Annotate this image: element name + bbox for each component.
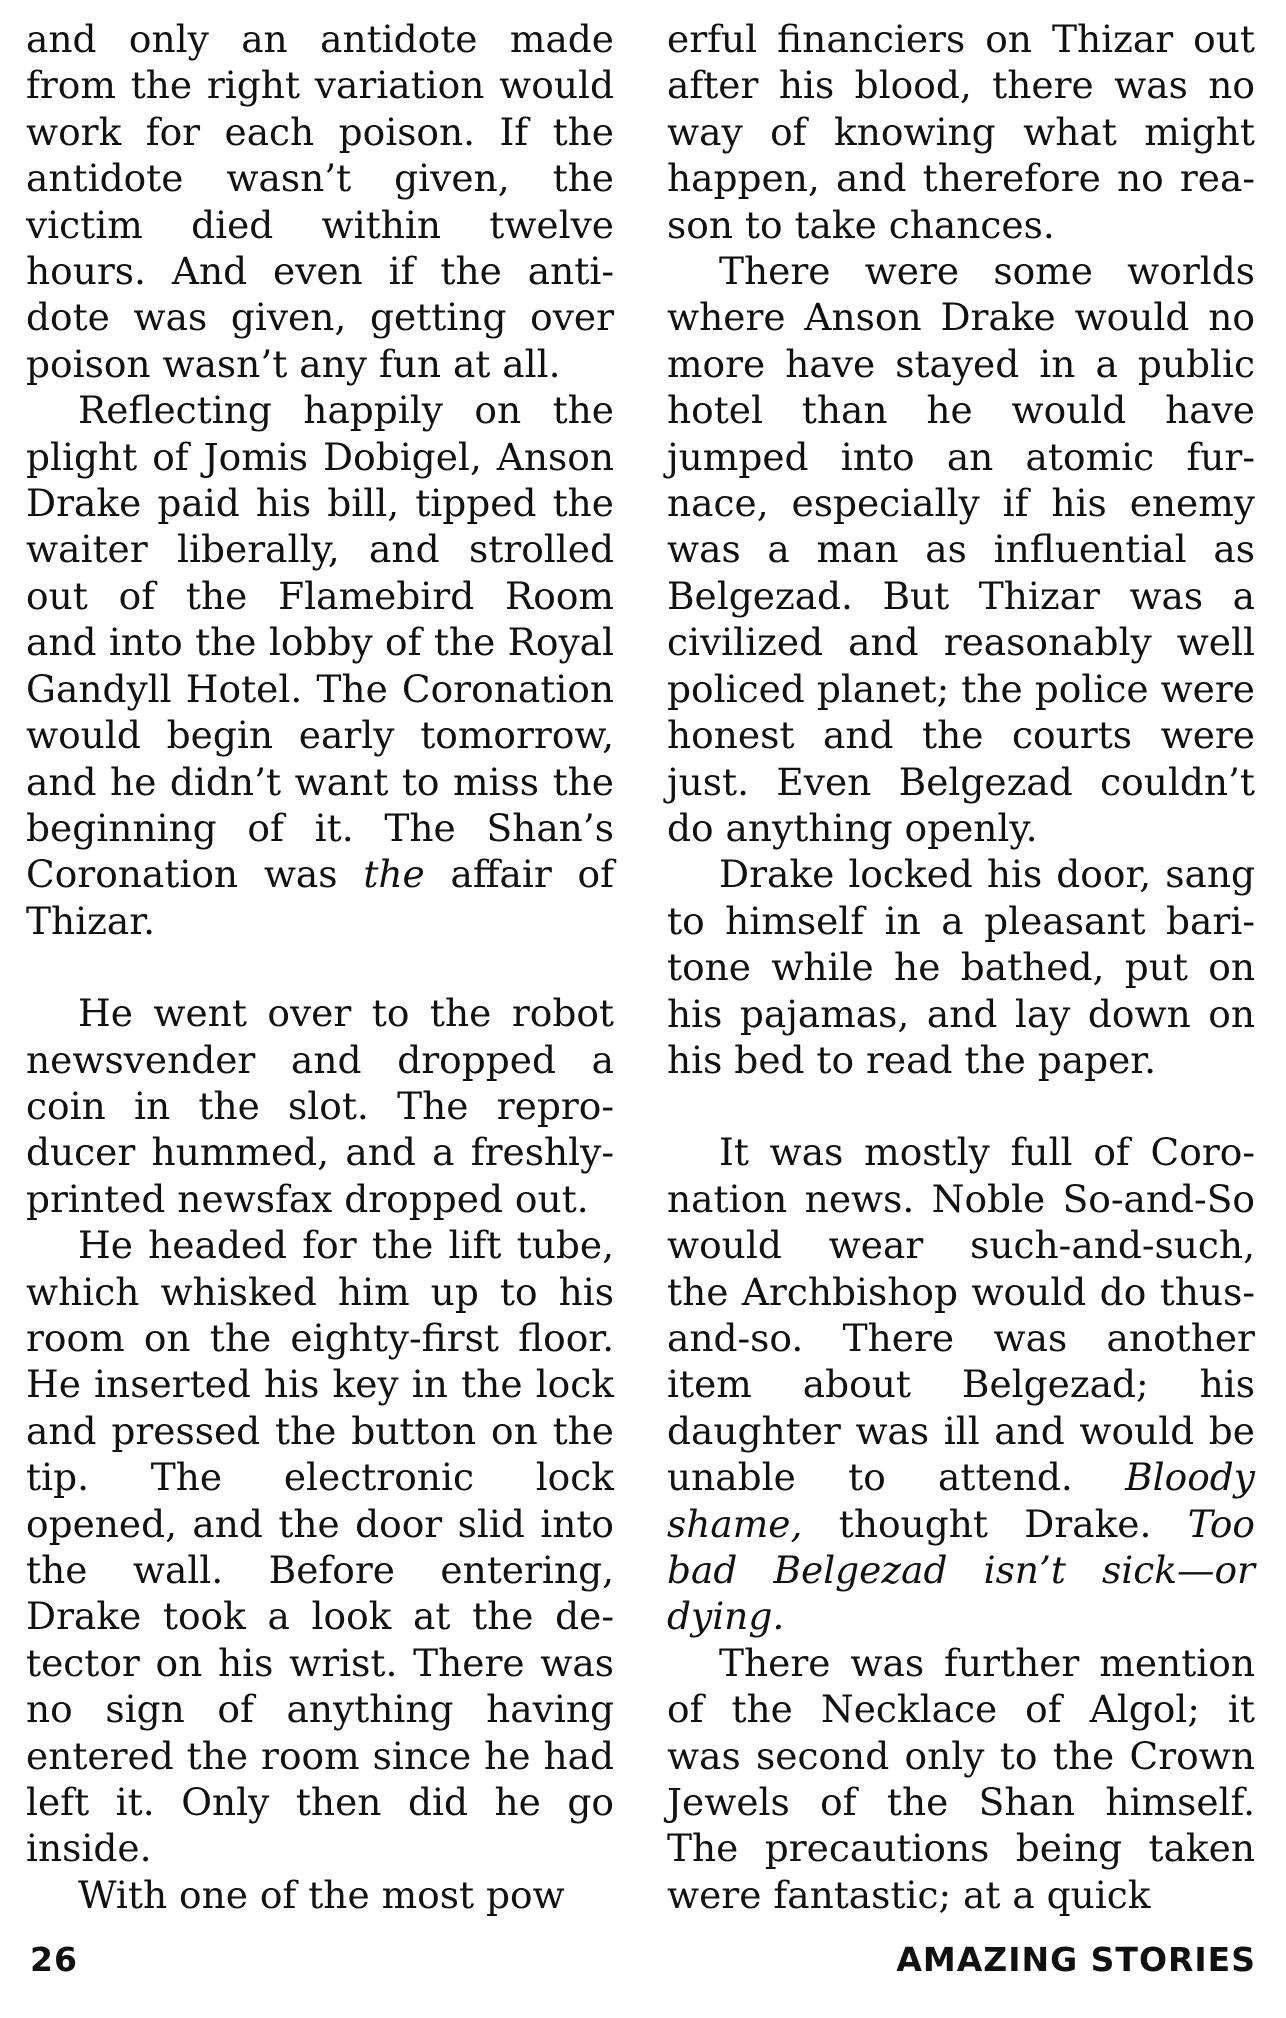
paragraph-worlds: There were some worlds where Anson Drake would no more have stayed in a public hotel than he would have jumped into an atomic furnace, especially if his enemy was a man as influential as Belgezad. But Thizar was a civilized and reasonably well policed planet; the police were honest and the courts were just. Even Belgezad couldn’t do anything openly.	[667, 249, 1255, 850]
paragraph-coronation-news-text: It was mostly full of Coronation news. Noble So-and-So would wear such-and-such, the Archbishop would do thus-and-so. There was another item about Belgezad; his daughter was ill and would be unable to attend.	[667, 1130, 1255, 1500]
paragraph-locked-door: Drake locked his door, sang to himself in a pleasant baritone while he bathed, put on his pajamas, and lay down on his bed to read the paper.	[667, 852, 1255, 1082]
paragraph-lift-tube: He headed for the lift tube, which whisked him up to his room on the eighty-first floor. He inserted his key in the lock and pressed the button on the tip. The electronic lock opened, and the door slid into the wall. Before entering, Drake took a look at the detector on his wrist. There was no sign of anything having entered the room since he had left it. Only then did he go inside.	[26, 1223, 614, 1871]
page-number: 26	[30, 1940, 78, 1979]
section-break	[667, 1083, 1255, 1129]
italic-the: the	[363, 852, 425, 897]
paragraph-thought-drake: thought Drake.	[802, 1501, 1188, 1546]
paragraph-reflecting	[26, 387, 614, 944]
section-break	[26, 944, 614, 990]
paragraph-financiers-start: With one of the most pow	[78, 1872, 565, 1917]
italic-too-bad: Too bad Belgezad isn’t sick—or dying.	[667, 1501, 1255, 1639]
paragraph-reflecting-tail: affair of Thizar.	[26, 852, 614, 943]
paragraph-coronation-news	[667, 1129, 1255, 1639]
paragraph-financiers-cont: erful financiers on Thizar out after his blood, there was no way of knowing what might happen, and therefore no reason to take chances.	[667, 17, 1255, 247]
left-text-column	[26, 16, 614, 1918]
running-title: AMAZING STORIES	[896, 1940, 1256, 1979]
paragraph-newsvender: He went over to the robot newsvender and dropped a coin in the slot. The reproducer hummed, and a freshly-printed newsfax dropped out.	[26, 991, 614, 1221]
italic-bloody-shame: Bloody shame,	[667, 1455, 1255, 1546]
paragraph-reflecting-text: Reflecting happily on the plight of Jomis Dobigel, Anson Drake paid his bill, tipped the waiter liberally, and strolled out of the Flamebird Room and into the lobby of the Royal Gandyll Hotel. The Coronation would begin early tomorrow, and he didn’t want to miss the beginning of it. The Shan’s Coronation was	[26, 388, 614, 897]
right-text-column	[667, 16, 1255, 1918]
paragraph-necklace: There was further mention of the Necklace of Algol; it was second only to the Crown Jewels of the Shan himself. The precautions being taken were fantastic; at a quick	[667, 1640, 1255, 1917]
paragraph-antidote: and only an antidote made from the right variation would work for each poison. If the antidote wasn’t given, the victim died within twelve hours. And even if the antidote was given, getting over poison wasn’t any fun at all.	[26, 17, 614, 386]
